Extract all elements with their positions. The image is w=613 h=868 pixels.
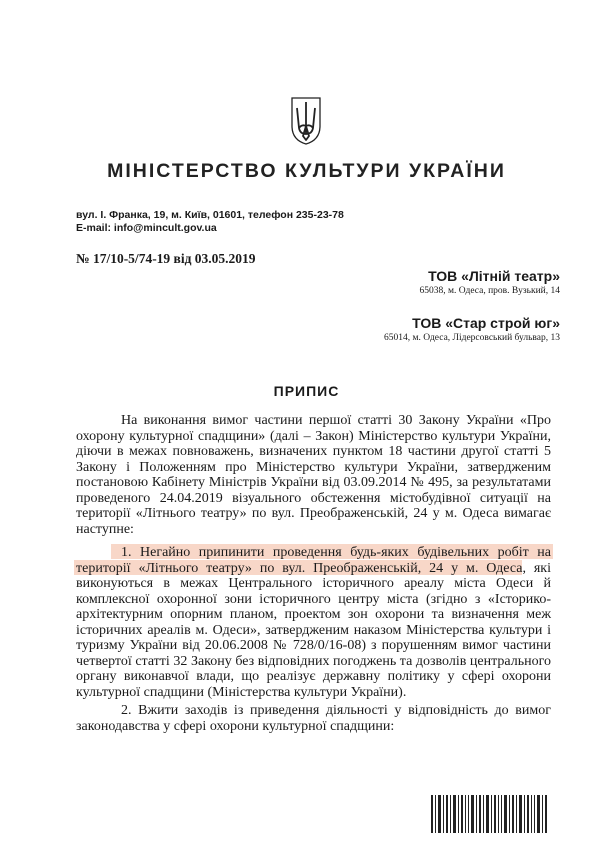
document-number: № 17/10-5/74-19 від 03.05.2019 (76, 251, 256, 266)
coat-of-arms-icon (289, 96, 323, 146)
ministry-title: МІНІСТЕРСТВО КУЛЬТУРИ УКРАЇНИ (107, 160, 506, 182)
text-line: На виконання вимог частини першої статті 30 Закону України «Про (121, 413, 551, 428)
ministry-address (76, 209, 344, 235)
barcode-icon (431, 795, 548, 833)
recipient-2 (384, 315, 560, 343)
recipient-address: 65038, м. Одеса, пров. Вузький, 14 (419, 286, 560, 296)
text-line: четвертої статті 32 Закону без відповідних погоджень та дозволів центрального (76, 653, 551, 669)
recipient-name: ТОВ «Стар строй юг» (412, 315, 560, 331)
paragraph-item-2 (76, 703, 551, 734)
text-line: наступне: (76, 521, 134, 537)
email-line: E-mail: info@mincult.gov.ua (76, 222, 217, 234)
text-line: історичних ареалів м. Одеси», затвердженим наказом Міністерства культури і (76, 622, 551, 638)
text-line: комплексної охоронної зони історичного центру міста (згідно з «Історико- (76, 591, 551, 607)
text-line: виконуються в межах Центрального історичного ареалу міста Одеси й (76, 576, 551, 591)
text-line: органу виконавчої влади, що реалізує державну політику у сфері охорони (76, 669, 551, 684)
paragraph-intro (76, 413, 551, 537)
text-line: 2. Вжити заходів із приведення діяльності у відповідність до вимог (121, 703, 551, 718)
text-line: постановою Кабінету Міністрів України від 03.09.2014 № 495, за результатами (76, 475, 551, 490)
paragraph-item-1 (76, 545, 551, 700)
text-line: архітектурним опорним планом, проектом зон охорони та визначення меж (76, 607, 551, 622)
text-line: туризму України від 20.06.2008 № 728/0/16-08) з порушенням вимог частини (76, 638, 551, 653)
text-line: охорону культурної спадщини» (далі – Закон) Міністерство культури України, (76, 428, 551, 444)
text-line: території «Літнього театру» по вул. Преображенській, 24 у м. Одеса вимагає (76, 506, 551, 521)
document-title: ПРИПИС (273, 383, 340, 399)
text-line: діючи в межах повноважень, визначених пунктом 18 частини другої статті 5 (76, 444, 551, 459)
text-line: культурної спадщини (Міністерства культури України). (76, 684, 407, 700)
text-line: Закону і Положенням про Міністерство культури України, затвердженим (76, 459, 551, 475)
recipient-1 (420, 268, 560, 296)
text-line: території «Літнього театру» по вул. Преображенській, 24 у м. Одеса, які (76, 560, 551, 576)
recipient-name: ТОВ «Літній театр» (428, 268, 560, 284)
text-line: законодавства у сфері охорони культурної спадщини: (76, 718, 395, 734)
text-line: проведеного 24.04.2019 візуального обстеження містобудівної ситуації на (76, 490, 551, 506)
address-line: вул. І. Франка, 19, м. Київ, 01601, телефон 235-23-78 (76, 209, 344, 221)
text-line: 1. Негайно припинити проведення будь-яких будівельних робіт на (121, 545, 551, 560)
recipient-address: 65014, м. Одеса, Лідерсовський бульвар, 13 (383, 333, 560, 343)
